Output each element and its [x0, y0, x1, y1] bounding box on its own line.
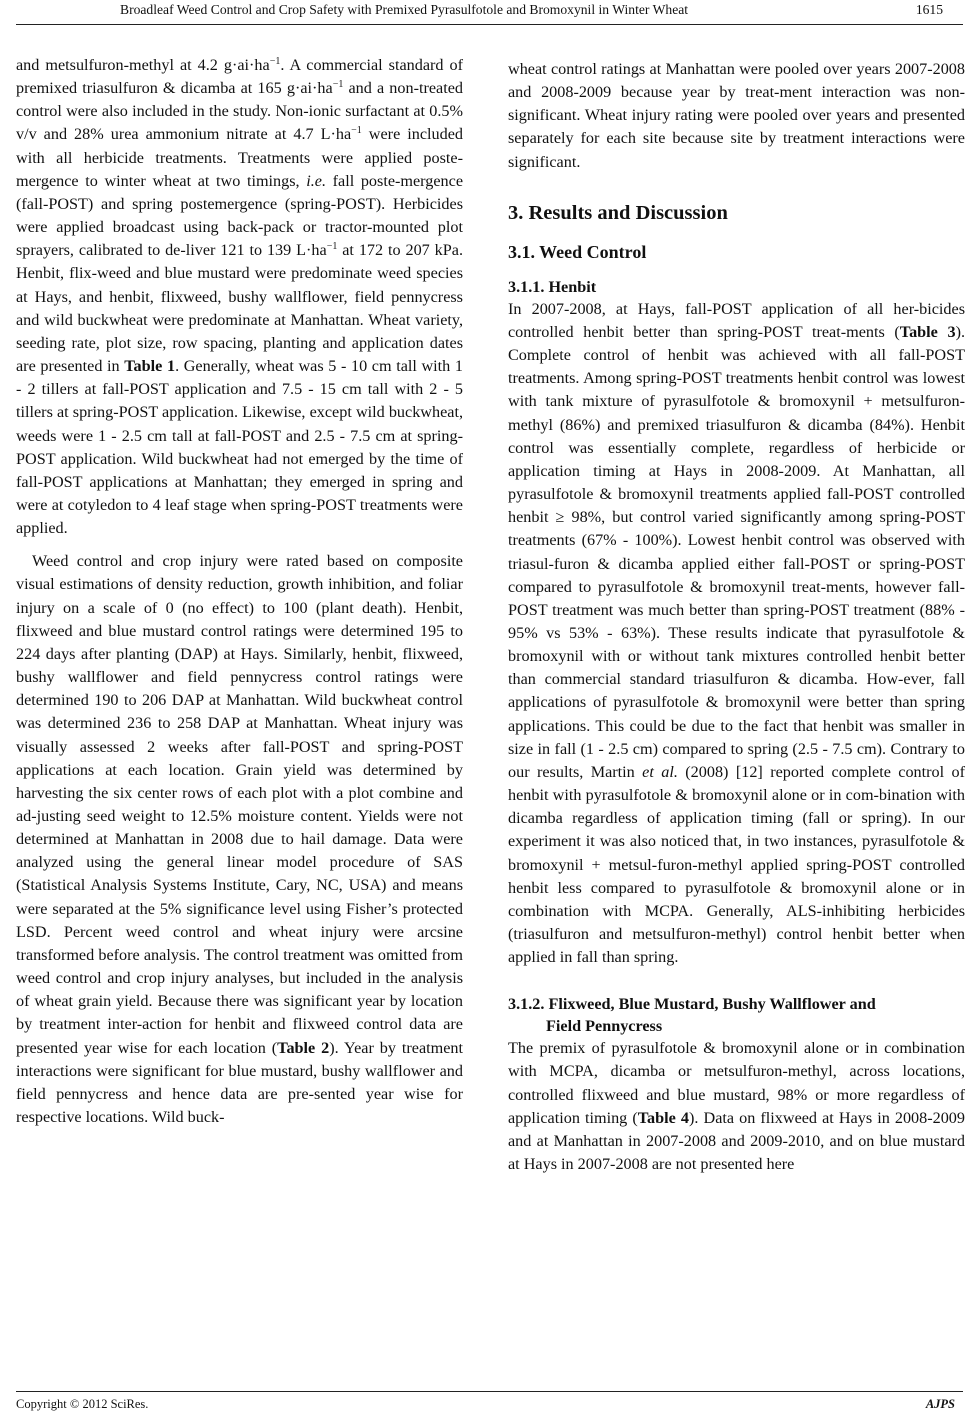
section-heading: 3. Results and Discussion	[508, 201, 728, 224]
subsubsection-heading-flixweed: 3.1.2. Flixweed, Blue Mustard, Bushy Wallflower and Field Pennycress	[508, 995, 876, 1036]
running-head	[0, 0, 971, 26]
header-rule	[16, 24, 963, 25]
left-column	[16, 54, 463, 1129]
paragraph-flixweed: The premix of pyrasulfotole & bromoxynil alone or in combination with MCPA, dicamba or metsulfuron-methyl, across locations, controlled flixweed and blue mustard, 98% or more regardless of application timing (Table 4). Data on flixweed at Hays in 2008-2009 and at Manhattan in 2007-2008 and 2009-2010, and on blue mustard at Hays in 2007-2008 are not presented here	[508, 1039, 965, 1174]
table-4-ref: Table 4	[637, 1108, 689, 1127]
paragraph-henbit: In 2007-2008, at Hays, fall-POST application of all her-bicides controlled henbit better than spring-POST treat-ments (Table 3). Complete control of henbit was achieved with all fall-POST treatments. Among spring-POST treatments henbit control was lowest with tank mixture of pyrasulfotole & bromoxynil + metsulfuron-methyl (86%) and premixed triasulfuron & dicamba (84%). Henbit control was essentially complete, regardless of herbicide or application timing at Hays in 2008-2009. At Manhattan, all pyrasulfotole & bromoxynil treatments applied fall-POST controlled henbit ≥ 98%, but control varied significantly among spring-POST treatments (67% - 100%). Lowest henbit control was observed with triasul-furon & dicamba applied either fall-POST or spring-POST compared to pyrasulfotole & bromoxynil treat-ments, however fall-POST treatment was much better than spring-POST treatment (88% - 95% vs 53% - 63%). These results indicate that pyrasulfotole & bromoxynil with or without tank mixtures controlled henbit better than commercial standard triasulfuron & dicamba. How-ever, fall applications of pyrasulfotole & bromoxynil were better than spring applications. This could be due to the fact that henbit was smaller in size in fall (1 - 2.5 cm) compared to spring (2.5 - 7.5 cm). Contrary to our results, Martin et al. (2008) [12] reported complete control of henbit with pyrasulfotole & bromoxynil alone or in com-bination with dicamba regardless of application timing (fall or spring). In our experiment it was also noticed that, in two instances, pyrasulfotole & bromoxynil + metsul-furon-methyl applied spring-POST controlled henbit less compared to pyrasulfotole & bromoxynil alone or in combination with MCPA. Generally, ALS-inhibiting herbicides (triasulfuron and metsulfuron-methyl) control henbit better when applied in fall than spring.	[508, 299, 966, 967]
page-number: 1615	[915, 2, 943, 17]
journal-name: AJPS	[925, 1397, 955, 1411]
right-column	[508, 58, 965, 1176]
paragraph-ratings: Weed control and crop injury were rated based on composite visual estimations of density reduction, growth inhibition, and foliar injury on a scale of 0 (no effect) to 100 (plant death). Henbit, flixweed and blue mustard control ratings were determined 195 to 224 days after planting (DAP) at Hays. Similarly, henbit, flixweed, bushy wallflower and field pennycress control ratings were determined 190 to 206 DAP at Manhattan. Wild buckwheat control was determined 236 to 258 DAP at Manhattan. Wheat injury was visually assessed 2 weeks after fall-POST and spring-POST applications at each location. Grain yield was determined by harvesting the six center rows of each plot with a plot combine and ad-justing seed weight to 12.5% moisture content. Yields were not determined at Manhattan in 2008 due to hail damage. Data were analyzed using the general linear model procedure of SAS (Statistical Analysis Systems Institute, Cary, NC, USA) and means were separated at the 5% significance level using Fisher’s protected LSD. Percent weed control and wheat injury were arcsine transformed before analysis. The control treatment was omitted from weed control and crop injury analyses, but included in the analysis of wheat grain yield. Because there was significant year by location by treatment inter-action for henbit and flixweed control data are presented year wise for each location (Table 2). Year by treatment interactions were significant for blue mustard, bushy wallflower and field pennycress and hence data are pre-sented year wise for respective locations. Wild buck-	[16, 552, 463, 1127]
copyright-text: Copyright © 2012 SciRes.	[16, 1397, 149, 1411]
subsection-heading: 3.1. Weed Control	[508, 241, 647, 262]
table-2-ref: Table 2	[277, 1038, 330, 1057]
table-1-ref: Table 1	[124, 357, 176, 376]
paragraph-methods-continued: and metsulfuron-methyl at 4.2 $g\cdot ai\cdot ha^{-1}$. A commercial standard of premixed triasulfuron & dicamba at 165 $g\cdot ai\cdot ha^{-1}$ and a non-treated control were also included in the study. Non-ionic surfactant at 0.5% v/v and 28% urea ammonium nitrate at 4.7 $L\cdot ha^{-1}$ were included with all herbicide treatments. Treatments were applied poste-mergence to winter wheat at two timings, i.e. fall poste-mergence (fall-POST) and spring postemergence (spring-POST). Herbicides were applied broadcast using back-pack or tractor-mounted plot sprayers, calibrated to de-liver 121 to 139 $L\cdot ha^{-1}$ at 172 to 207 kPa. Henbit, flix-weed and blue mustard were predominate weed species at Hays, and henbit, flixweed, bushy wallflower, field pennycress and wild buckwheat were predominate at Manhattan. Wheat variety, seeding rate, plot size, row spacing, planting and application dates are presented in Table 1. Generally, wheat was 5 - 10 cm tall with 1 - 2 tillers at fall-POST application and 7.5 - 15 cm tall with 2 - 5 tillers at spring-POST application. Likewise, except wild buckwheat, weeds were 1 - 2.5 cm tall at fall-POST and 2.5 - 7.5 cm at spring-POST application. Wild buckwheat had not emerged by the time of fall-POST applications at Manhattan; they emerged in spring and were at cotyledon to 4 leaf stage when spring-POST treatments were applied.	[16, 56, 464, 538]
running-head-title: Broadleaf Weed Control and Crop Safety with Premixed Pyrasulfotole and Bromoxynil in Winter Wheat	[120, 2, 689, 17]
table-3-ref: Table 3	[899, 322, 956, 341]
footer-rule	[16, 1391, 963, 1392]
subsubsection-heading-henbit: 3.1.1. Henbit	[508, 277, 597, 296]
paragraph-pooling: wheat control ratings at Manhattan were pooled over years 2007-2008 and 2008-2009 because year by treat-ment interaction was non-significant. Wheat injury rating were pooled over years and presented separately for each site because site by treatment interactions were significant.	[508, 60, 965, 171]
